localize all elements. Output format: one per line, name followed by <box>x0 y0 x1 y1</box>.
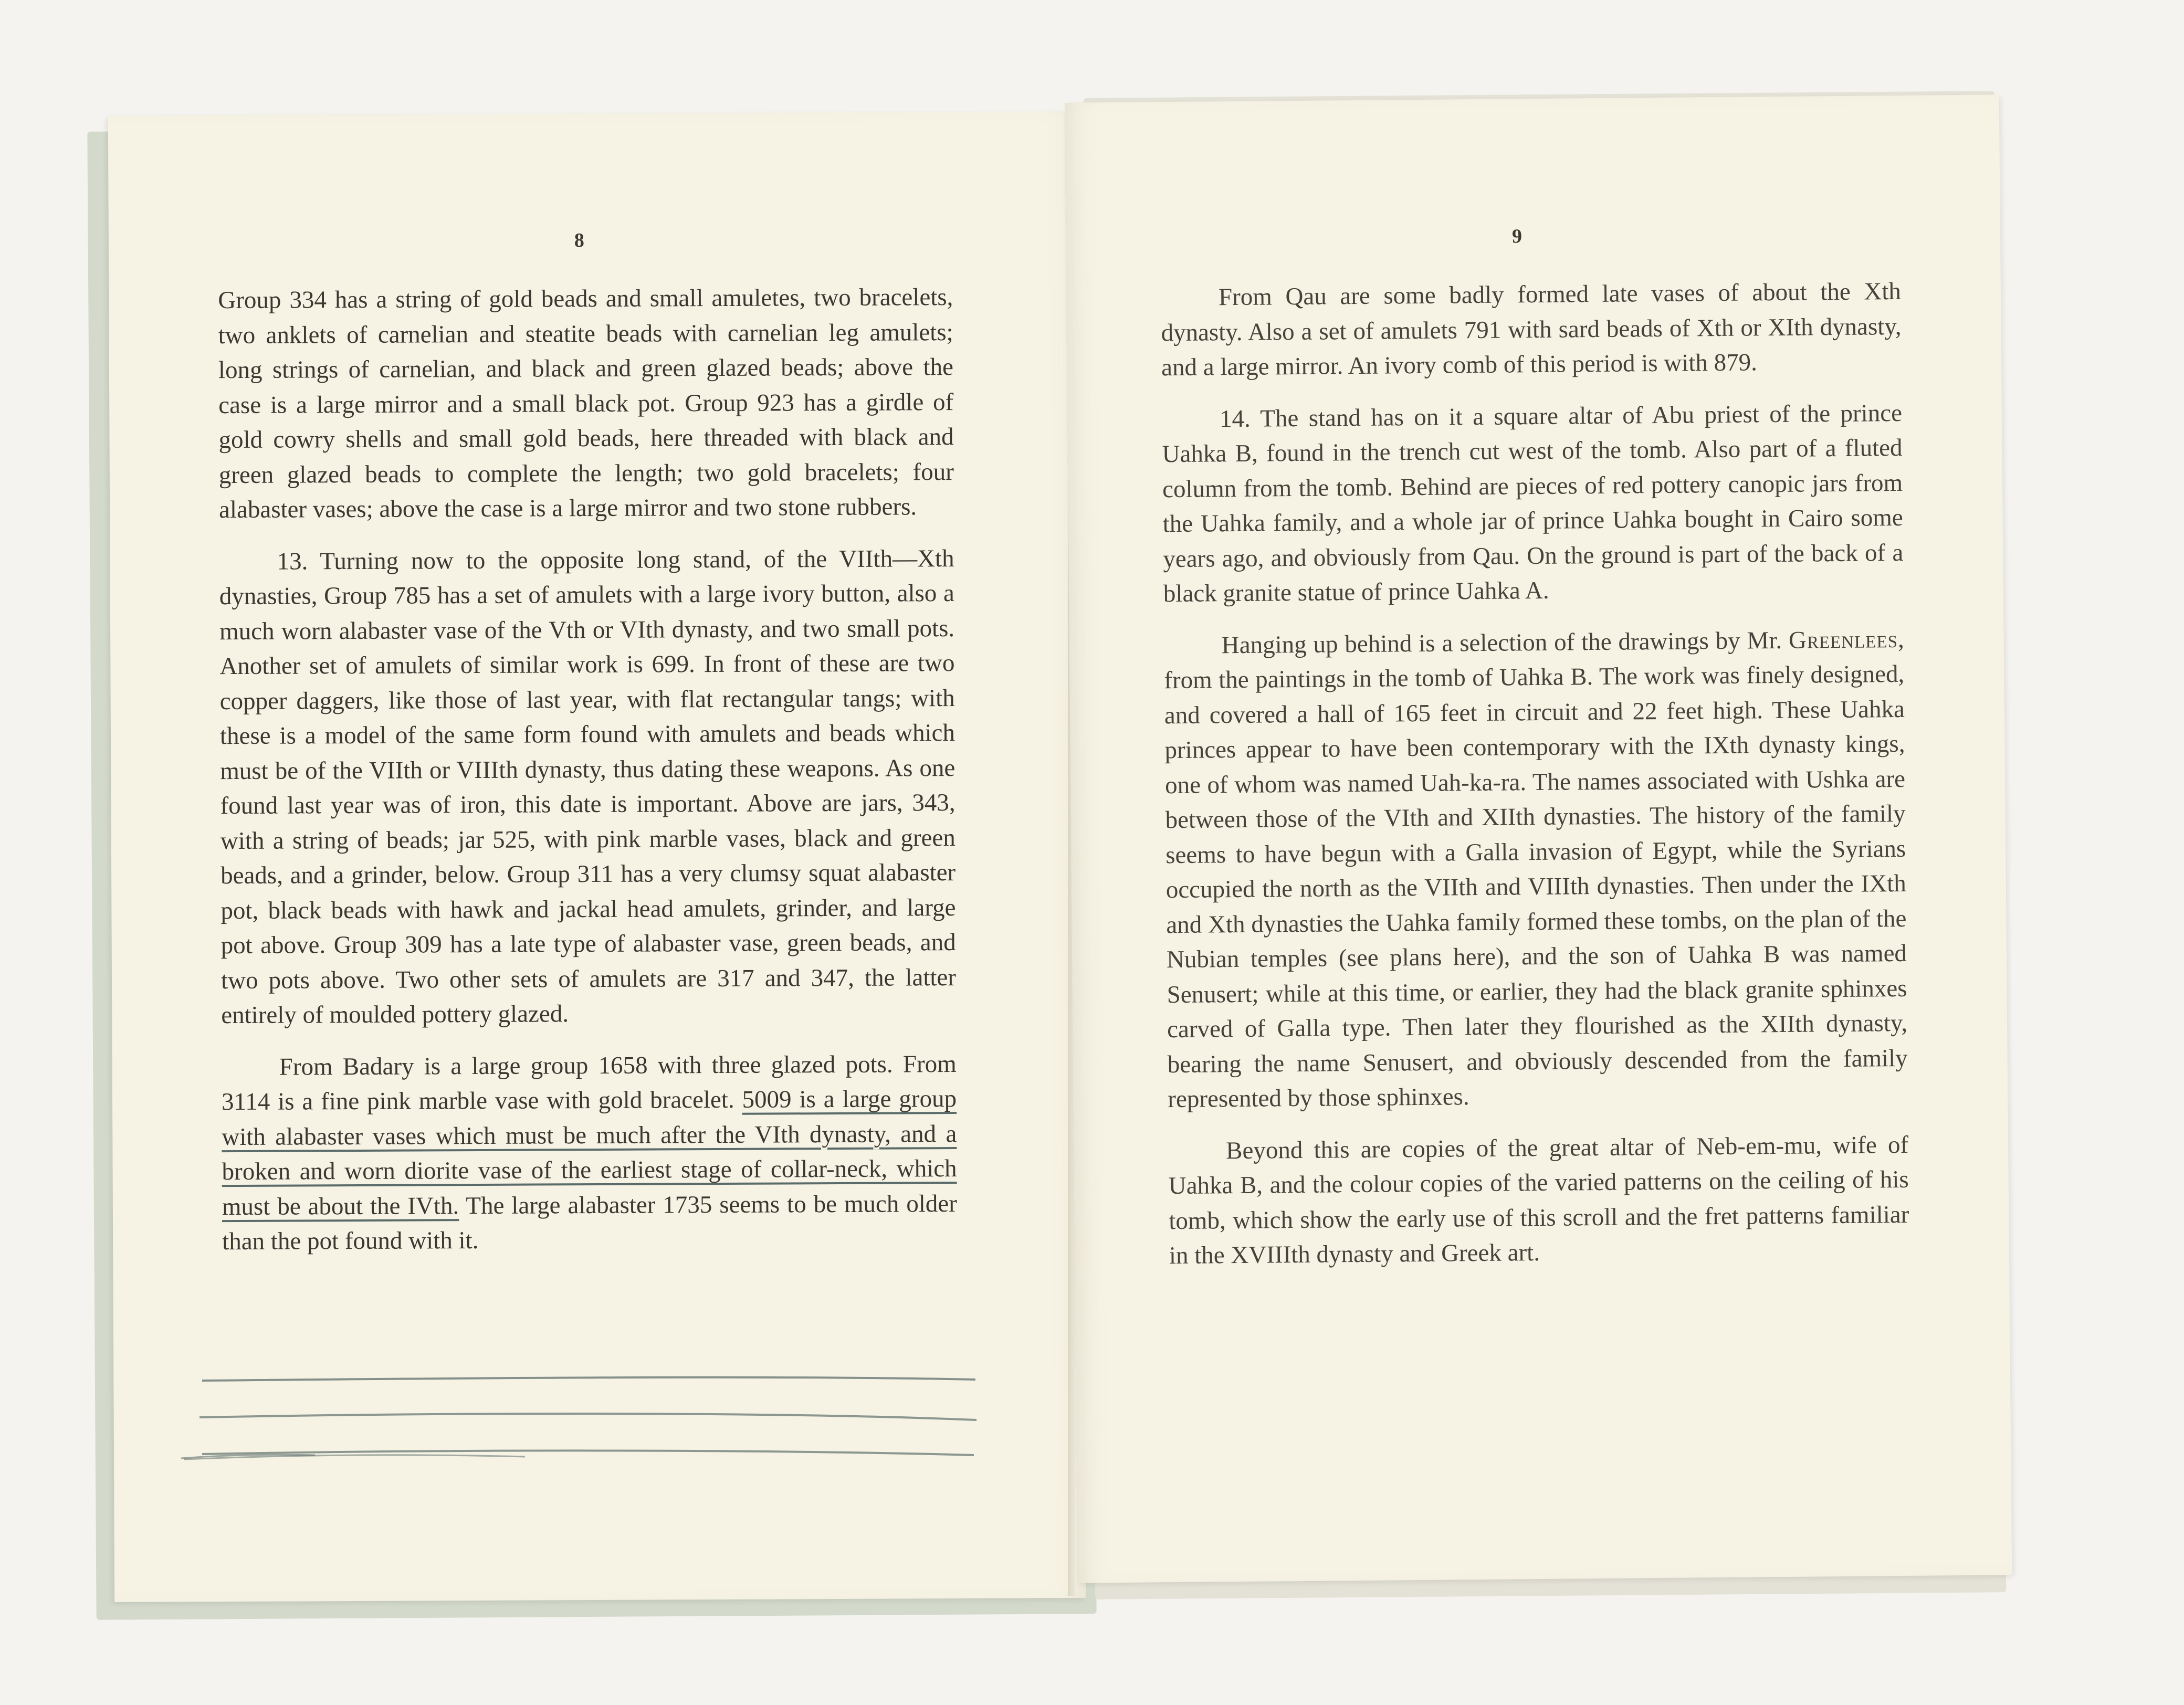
paragraph-badary <box>222 1047 958 1259</box>
paragraph-section-13: 13. Turning now to the opposite long stand, of the VIIth—Xth dynasties, Group 785 has a set of amulets with a large ivory button, also a much worn alabaster vase of the Vth or VIth dynasty, and two small pots. Another set of amulets of similar work is 699. In front of these are two copper daggers, like those of last year, with flat rectangular tangs; with these is a model of the same form found with amulets and beads which must be of the VIIth or VIIIth dynasty, thus dating these weapons. As one found last year was of iron, this date is important. Above are jars, 343, with a string of beads; jar 525, with pink marble vases, black and green beads, and a grinder, below. Group 311 has a very clumsy squat alabaster pot, black beads with hawk and jackal head amulets, grinder, and large pot above. Group 309 has a late type of alabaster vase, green beads, and two pots above. Two other sets of amulets are 317 and 347, the latter entirely of moulded pottery glazed. <box>219 544 957 1029</box>
page-number: 8 <box>574 229 584 252</box>
paragraph-drawings <box>1163 622 1908 1117</box>
paragraph-text: Hanging up behind is a selection of the drawings by Mr. <box>1221 626 1782 659</box>
left-page <box>108 111 1086 1602</box>
right-page <box>1065 94 2012 1583</box>
person-name: Greenlees <box>1788 625 1898 654</box>
pencil-underlined-passage: 5009 is a large group with alabaster vases which must be much after the VIth dynasty, and a broken and worn diorite vase of the earliest stage of collar-neck, which must be about the IVth. <box>222 1085 957 1220</box>
right-page-text <box>1161 274 1910 1290</box>
paragraph-section-14: 14. The stand has on it a square altar of Abu priest of the prince Uahka B, found in the trench cut west of the tomb. Also part of a fluted column from the tomb. Behind are pieces of red pottery canopic jars from the Uahka family, and a whole jar of prince Uahka bought in Cairo some years ago, and obviously from Qau. On the ground is part of the back of a black granite statue of prince Uahka A. <box>1162 399 1904 608</box>
paragraph-text: , from the paintings in the tomb of Uahka B. The work was finely designed, and covered a hall of 165 feet in circuit and 22 feet high. These Uahka princes appear to have been contemporary with the IXth dynasty kings, one of whom was named Uah-ka-ra. The names associated with Ushka are between those of the VIth and XIIth dynasties. The history of the family seems to have begun with a Galla invasion of Egypt, while the Syrians occupied the north as the VIIth and VIIIth dynasties. Then under the IXth and Xth dynasties the Uahka family formed these tombs, on the plan of the Nubian temples (see plans here), and the son of Uahka B was named Senusert; while at this time, or earlier, they had the black granite sphinxes carved of Galla type. Then later they flourished as the XIIth dynasty, bearing the name Senusert, and obviously descended from the family represented by those sphinxes. <box>1164 625 1908 1113</box>
paragraph-text: From Badary is a large group 1658 with three glazed pots. From 3114 is a fine pink marble vase with gold bracelet. <box>221 1050 957 1116</box>
page-number: 9 <box>1511 225 1522 248</box>
left-page-text <box>218 280 957 1276</box>
paragraph-altar: Beyond this are copies of the great altar of Neb-em-mu, wife of Uahka B, and the colour copies of the varied patterns on the ceiling of his tomb, which show the early use of this scroll and the fret patterns familiar in the XVIIIth dynasty and Greek art. <box>1168 1131 1909 1270</box>
paragraph: Group 334 has a string of gold beads and small amuletes, two bracelets, two anklets of carnelian and steatite beads with carnelian leg amulets; long strings of carnelian, and black and green glazed beads; above the case is a large mirror and a small black pot. Group 923 has a girdle of gold cowry shells and small gold beads, here threaded with black and green glazed beads to complete the length; two gold bracelets; four alabaster vases; above the case is a large mirror and two stone rubbers. <box>218 283 954 524</box>
paragraph-text: The large alabaster 1735 seems to be much older than the pot found with it. <box>222 1190 958 1256</box>
paragraph-qau: From Qau are some badly formed late vases of about the Xth dynasty. Also a set of amulets 791 with sard beads of Xth or XIth dynasty, and a large mirror. An ivory comb of this period is with 879. <box>1161 277 1902 382</box>
